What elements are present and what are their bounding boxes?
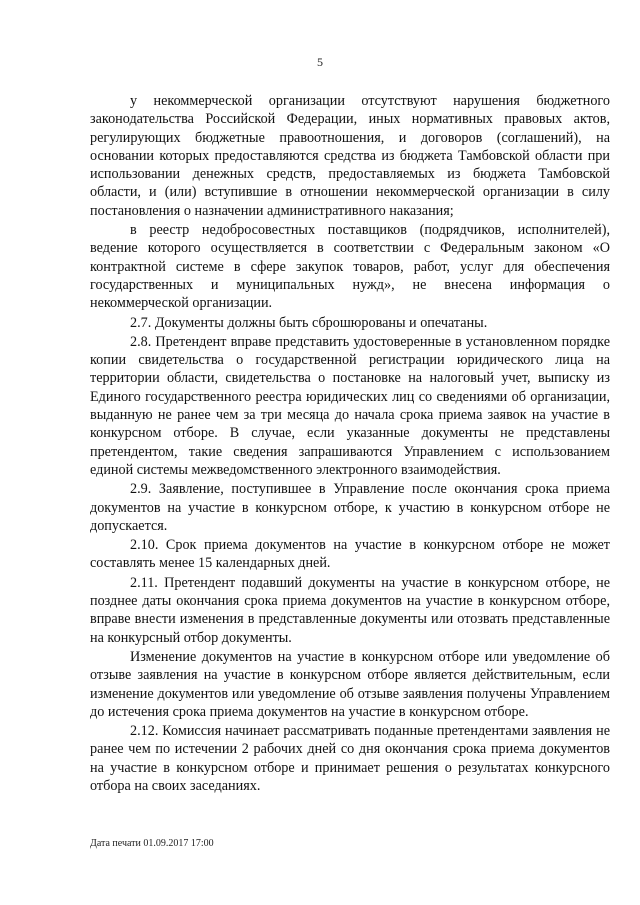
page-number: 5 — [317, 55, 323, 69]
paragraph-violations: у некоммерческой организации отсутствуют нарушения бюджетного законодательства Российской Федерации, иных нормативных правовых актов, регулирующих бюджетные правоотношения, и договоров (соглашений), на основании которых предоставляются средства из бюджета Тамбовской области при использовании денежных средств, предоставляемых из бюджета Тамбовской области, и (или) вступившие в отношении некоммерческой организации в силу постановления о назначении административного наказания; — [90, 93, 610, 219]
paragraph-2-8: 2.8. Претендент вправе представить удостоверенные в установленном порядке копии свидетельства о государственной регистрации юридического лица на территории области, свидетельства о постановке на налоговый учет, выписку из Единого государственного реестра юридических лиц со сведениями об организации, выданную не ранее чем за три месяца до начала срока приема заявок на участие в конкурсном отборе. В случае, если указанные документы не представлены претендентом, такие сведения запрашиваются Управлением с использованием единой системы межведомственного электронного взаимодействия. — [90, 333, 610, 478]
paragraph-changes: Изменение документов на участие в конкурсном отборе или уведомление об отзыве заявления на участие в конкурсном отборе является действительным, если изменение документов или уведомление об отзыве заявления получены Управлением до истечения срока приема документов на участие в конкурсном отборе. — [90, 648, 610, 720]
paragraph-2-7: 2.7. Документы должны быть сброшюрованы и опечатаны. — [130, 314, 488, 331]
document-body — [90, 92, 610, 795]
paragraph-2-11: 2.11. Претендент подавший документы на участие в конкурсном отборе, не позднее даты окончания срока приема документов на участие в конкурсном отборе, вправе внести изменения в представленные документы или отозвать представленные на конкурсный отбор документы. — [90, 574, 610, 646]
paragraph-2-9: 2.9. Заявление, поступившее в Управление после окончания срока приема документов на участие в конкурсном отборе, к участию в конкурсном отборе не допускается. — [90, 481, 610, 534]
print-date-footer: Дата печати 01.09.2017 17:00 — [90, 838, 214, 849]
paragraph-registry: в реестр недобросовестных поставщиков (подрядчиков, исполнителей), ведение которого осуществляется в соответствии с Федеральным законом «О контрактной системе в сфере закупок товаров, работ, услуг для обеспечения государственных и муниципальных нужд», не внесена информация о некоммерческой организации. — [90, 222, 610, 312]
paragraph-2-12: 2.12. Комиссия начинает рассматривать поданные претендентами заявления не ранее чем по истечении 2 рабочих дней со дня окончания срока приема документов на участие в конкурсном отборе и принимает решения о результатах конкурсного отбора на своих заседаниях. — [90, 723, 610, 794]
paragraph-2-10: 2.10. Срок приема документов на участие в конкурсном отборе не может составлять менее 15 календарных дней. — [90, 537, 610, 572]
